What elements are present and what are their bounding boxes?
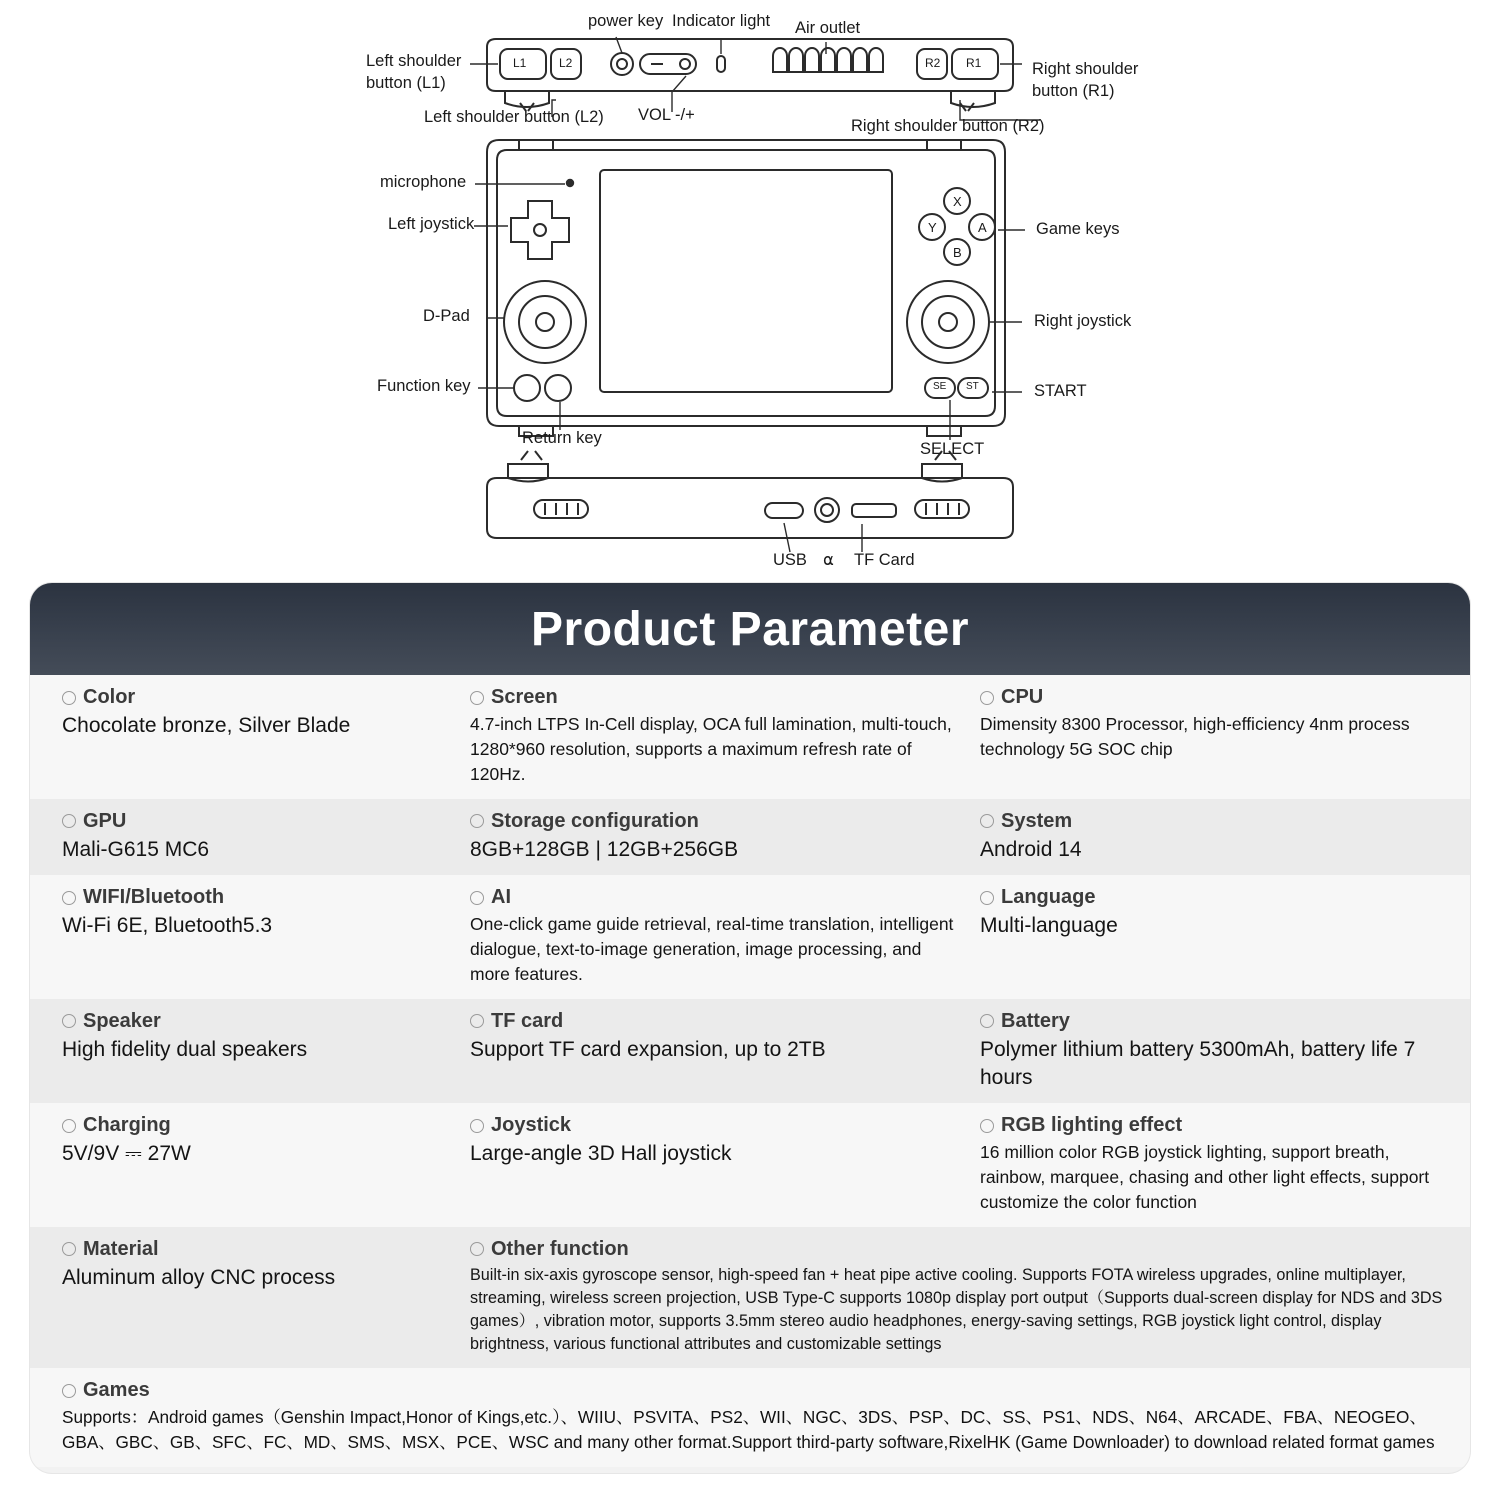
bullet-icon (62, 1242, 76, 1256)
spec-value: Built-in six-axis gyroscope sensor, high-speed fan + heat pipe active cooling. Supports FOTA wireless upgrades, online multiplayer, streaming, wireless screen projection, USB Type-C supports 1080p display port output（Supports dual-screen display for NDS and 3DS games）, vibration motor, supports 3.5mm stereo audio headphones, energy-saving settings, RGB joystick light control, display brightness, various functional attributes and customizable settings (470, 1265, 1443, 1354)
bullet-icon (62, 691, 76, 705)
spec-value: High fidelity dual speakers (62, 1037, 308, 1061)
spec-gpu (30, 799, 470, 876)
spec-color (30, 675, 470, 799)
spec-key: Games (62, 1378, 1444, 1403)
spec-key: RGB lighting effect (980, 1113, 1450, 1138)
spec-value: 4.7-inch LTPS In-Cell display, OCA full lamination, multi-touch, 1280*960 resolution, supports a maximum refresh rate of 120Hz. (470, 714, 952, 784)
table-row (30, 799, 1470, 876)
spec-value: Large-angle 3D Hall joystick (470, 1142, 732, 1166)
spec-speaker (30, 999, 470, 1103)
spec-joystick (470, 1103, 980, 1227)
spec-wifi-bluetooth (30, 875, 470, 999)
spec-cpu (980, 675, 1470, 799)
label-right-shoulder-r1: Right shoulder button (R1) (1032, 60, 1139, 101)
spec-battery (980, 999, 1470, 1103)
label-usb: USB (773, 551, 807, 569)
bullet-icon (62, 891, 76, 905)
label-start: START (1034, 382, 1087, 400)
table-row (30, 999, 1470, 1103)
spec-value: Supports：Android games（Genshin Impact,Honor of Kings,etc.）、WIIU、PSVITA、PS2、WII、NGC、3DS、PSP、DC、SS、PS1、NDS、N64、ARCADE、FBA、NEOGEO、GBA、GBC、GB、SFC、FC、MD、SMS、MSX、PCE、WSC and many other format.Support third-party software,RixelHK (Game Downloader) to download related format games (62, 1407, 1435, 1453)
spec-key: Material (62, 1237, 456, 1262)
spec-other-function (470, 1227, 1470, 1369)
bullet-icon (62, 814, 76, 828)
spec-key: CPU (980, 685, 1450, 710)
label-left-joystick: Left joystick (388, 215, 475, 233)
game-key-a: A (978, 220, 987, 235)
bullet-icon (62, 1119, 76, 1133)
spec-value: Aluminum alloy CNC process (62, 1265, 336, 1289)
label-right-joystick: Right joystick (1034, 312, 1132, 330)
spec-key: Language (980, 885, 1450, 910)
spec-tf-card (470, 999, 980, 1103)
table-row (30, 875, 1470, 999)
game-key-x: X (953, 194, 962, 209)
spec-value: Wi-Fi 6E, Bluetooth5.3 (62, 914, 273, 938)
label-function-key: Function key (377, 377, 471, 395)
game-key-b: B (953, 245, 962, 260)
bullet-icon (470, 691, 484, 705)
label-d-pad: D-Pad (423, 307, 470, 325)
start-key-glyph: ST (966, 381, 979, 392)
spec-value: 8GB+128GB | 12GB+256GB (470, 837, 739, 861)
spec-material (30, 1227, 470, 1369)
spec-value: 16 million color RGB joystick lighting, support breath, rainbow, marquee, chasing and other light effects, support customize the color function (980, 1142, 1430, 1212)
spec-key: Color (62, 685, 456, 710)
spec-key: Battery (980, 1009, 1450, 1034)
spec-key: System (980, 809, 1450, 834)
label-air-outlet: Air outlet (795, 19, 861, 37)
table-row (30, 1227, 1470, 1369)
label-left-shoulder-l2: Left shoulder button (L2) (424, 108, 604, 126)
spec-language (980, 875, 1470, 999)
label-power-key: power key (588, 12, 664, 30)
headphone-icon: ⍺ (823, 551, 834, 569)
spec-screen (470, 675, 980, 799)
button-label-l2: L2 (559, 56, 573, 70)
spec-storage (470, 799, 980, 876)
bullet-icon (470, 1014, 484, 1028)
spec-key: TF card (470, 1009, 962, 1034)
spec-value: 5V/9V ⎓ 27W (62, 1142, 191, 1166)
button-label-l1: L1 (513, 56, 527, 70)
bullet-icon (980, 1119, 994, 1133)
bullet-icon (470, 814, 484, 828)
bullet-icon (980, 814, 994, 828)
game-key-y: Y (928, 220, 937, 235)
device-diagram (0, 0, 1500, 580)
spec-key: Charging (62, 1113, 456, 1138)
table-row (30, 1368, 1470, 1467)
spec-key: Joystick (470, 1113, 962, 1138)
bullet-icon (980, 1014, 994, 1028)
spec-key: Storage configuration (470, 809, 962, 834)
label-tf-card: TF Card (854, 551, 915, 569)
label-left-shoulder-l1: Left shoulder button (L1) (366, 52, 462, 93)
table-row (30, 675, 1470, 799)
panel-header (30, 583, 1470, 675)
bullet-icon (470, 891, 484, 905)
label-indicator-light: Indicator light (672, 12, 771, 30)
spec-key: WIFI/Bluetooth (62, 885, 456, 910)
bullet-icon (980, 691, 994, 705)
spec-value: Mali-G615 MC6 (62, 837, 210, 861)
bullet-icon (62, 1014, 76, 1028)
spec-value: One-click game guide retrieval, real-time translation, intelligent dialogue, text-to-image generation, image processing, and more features. (470, 914, 954, 984)
label-microphone: microphone (380, 173, 467, 191)
diagram-illustration (0, 0, 1500, 580)
bullet-icon (62, 1384, 76, 1398)
spec-key: Other function (470, 1237, 1444, 1262)
spec-charging (30, 1103, 470, 1227)
spec-value: Dimensity 8300 Processor, high-efficiency 4nm process technology 5G SOC chip (980, 714, 1410, 759)
spec-games (30, 1368, 1470, 1467)
label-game-keys: Game keys (1036, 220, 1120, 238)
button-label-r2: R2 (925, 56, 941, 70)
spec-key: GPU (62, 809, 456, 834)
label-right-shoulder-r2: Right shoulder button (R2) (851, 117, 1045, 135)
label-select: SELECT (920, 440, 985, 458)
spec-value: Multi-language (980, 914, 1118, 938)
label-return-key: Return key (522, 429, 602, 447)
spec-rgb-lighting (980, 1103, 1470, 1227)
product-parameter-panel (30, 583, 1470, 1473)
table-row (30, 1103, 1470, 1227)
spec-value: Support TF card expansion, up to 2TB (470, 1037, 826, 1061)
spec-value: Polymer lithium battery 5300mAh, battery life 7 hours (980, 1037, 1416, 1089)
spec-system (980, 799, 1470, 876)
spec-ai (470, 875, 980, 999)
spec-value: Android 14 (980, 837, 1082, 861)
bullet-icon (470, 1242, 484, 1256)
spec-key: AI (470, 885, 962, 910)
select-key-glyph: SE (933, 381, 947, 392)
button-label-r1: R1 (966, 56, 982, 70)
page-title: Product Parameter (531, 602, 969, 656)
spec-key: Speaker (62, 1009, 456, 1034)
spec-value: Chocolate bronze, Silver Blade (62, 714, 351, 737)
label-vol: VOL -/+ (638, 106, 695, 124)
spec-key: Screen (470, 685, 962, 710)
bullet-icon (980, 891, 994, 905)
bullet-icon (470, 1119, 484, 1133)
